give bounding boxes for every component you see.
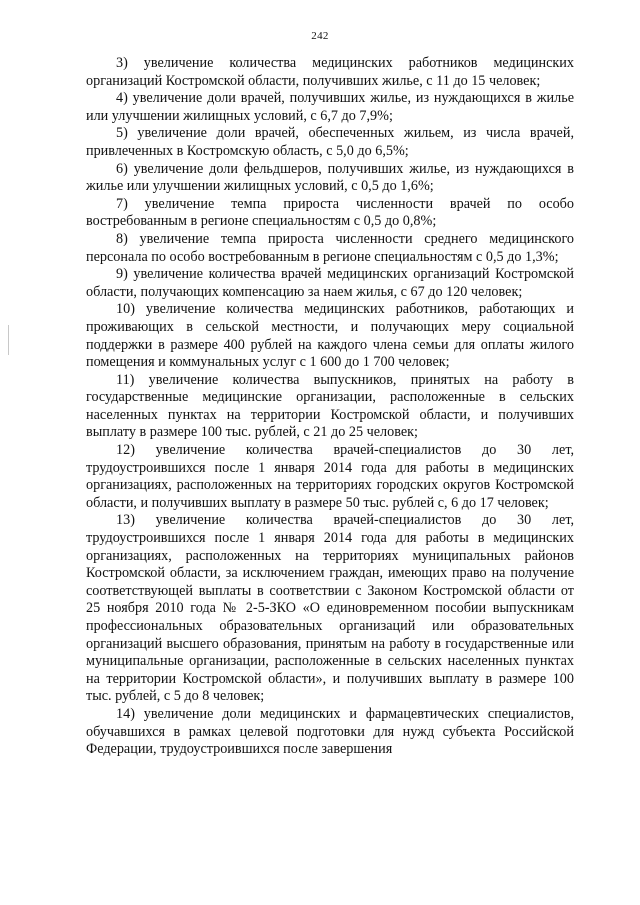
document-body: [86, 55, 574, 759]
list-item: 6) увеличение доли фельдшеров, получивших жилье, из нуждающихся в жилье или улучшении жилищных условий, с 0,5 до 1,6%;: [86, 160, 574, 195]
scan-margin-mark: [8, 325, 9, 355]
list-item: 9) увеличение количества врачей медицинских организаций Костромской области, получающих компенсацию за наем жилья, с 67 до 120 человек;: [86, 266, 574, 300]
list-item: 10) увеличение количества медицинских работников, работающих и проживающих в сельской местности, и получающих меру социальной поддержки в размере 400 рублей на каждого члена семьи для оплаты жилого помещения и коммунальных услуг с 1 600 до 1 700 человек;: [86, 301, 574, 371]
list-item: 14) увеличение доли медицинских и фармацевтических специалистов, обучавшихся в рамках целевой подготовки для нужд субъекта Российской Федерации, трудоустроившихся после завершения: [86, 705, 574, 758]
list-item: 8) увеличение темпа прироста численности среднего медицинского персонала по особо востребованным в регионе специальностям с 0,5 до 1,3%;: [86, 230, 574, 265]
list-item: 5) увеличение доли врачей, обеспеченных жильем, из числа врачей, привлеченных в Костромскую область, с 5,0 до 6,5%;: [86, 125, 574, 159]
list-item: 12) увеличение количества врачей-специалистов до 30 лет, трудоустроившихся после 1 января 2014 года для работы в медицинских организациях, расположенных на территориях городских округов Костромской области, и получивших выплату в размере 50 тыс. рублей с, 6 до 17 человек;: [86, 442, 574, 511]
list-item: 4) увеличение доли врачей, получивших жилье, из нуждающихся в жилье или улучшении жилищных условий, с 6,7 до 7,9%;: [86, 90, 574, 124]
list-item: 7) увеличение темпа прироста численности врачей по особо востребованным в регионе специальностям с 0,5 до 0,8%;: [86, 195, 574, 230]
list-item: 3) увеличение количества медицинских работников медицинских организаций Костромской области, получивших жилье, с 11 до 15 человек;: [86, 55, 574, 89]
list-item: 13) увеличение количества врачей-специалистов до 30 лет, трудоустроившихся после 1 января 2014 года для работы в медицинских организациях, расположенных на территориях муниципальных районов Костромской области, за исключением граждан, имеющих право на получение соответствующей выплаты в соответствии с Законом Костромской области от 25 ноября 2010 года № 2-5-ЗКО «О единовременном пособии выпускникам профессиональных образовательных организаций или образовательных организаций высшего образования, принятым на работу в государственные или муниципальные организации, расположенные в сельских населенных пунктах на территории Костромской области», и получивших выплату в размере 100 тыс. рублей, с 5 до 8 человек;: [86, 512, 574, 705]
page-number: 242: [311, 30, 329, 42]
list-item: 11) увеличение количества выпускников, принятых на работу в государственные медицинские организации, расположенные в сельских населенных пунктах на территории Костромской области, и получивших выплату в размере 100 тыс. рублей, с 21 до 25 человек;: [86, 371, 574, 441]
